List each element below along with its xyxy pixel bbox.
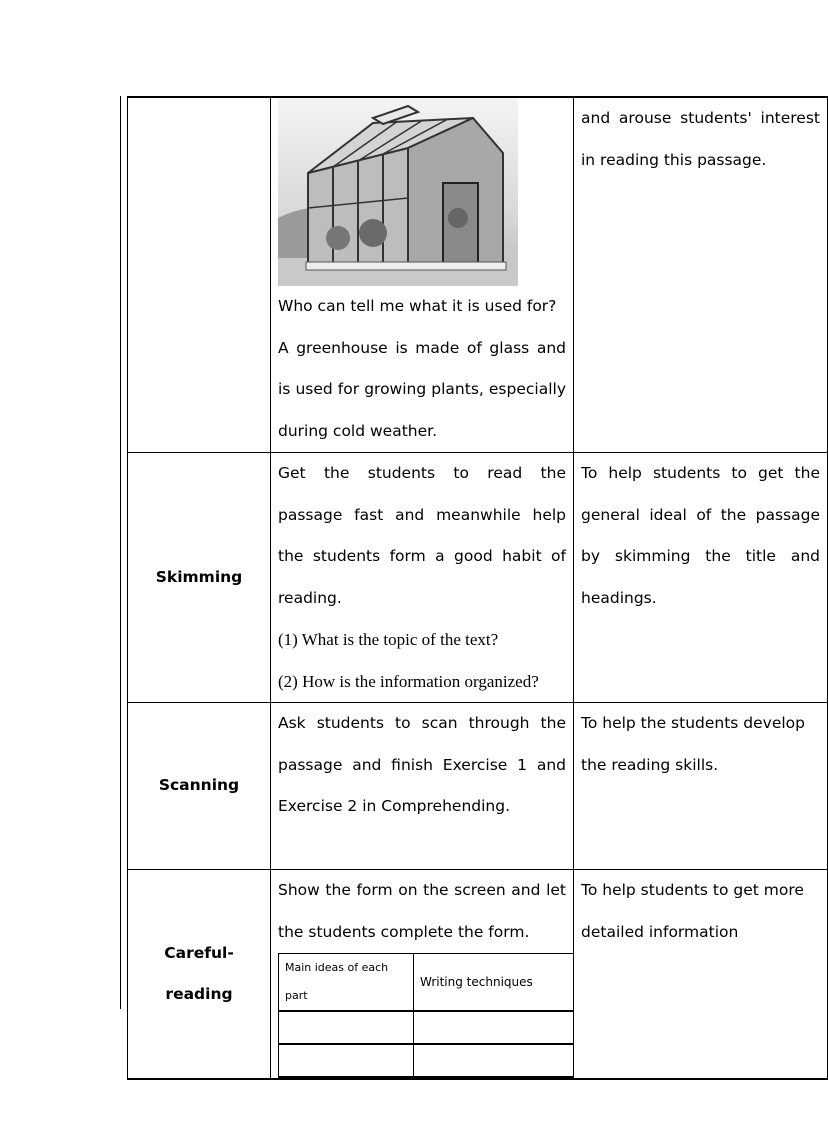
form-header-writing-techniques: Writing techniques (414, 954, 574, 1012)
form-cell (414, 1044, 574, 1077)
skimming-question-1: (1) What is the topic of the text? (278, 630, 499, 649)
stage-cell-careful-reading: Careful-reading (128, 870, 271, 1080)
lesson-plan-table (127, 96, 828, 1080)
form-cell (279, 1011, 414, 1044)
stage-cell-skimming: Skimming (128, 453, 271, 703)
intro-answer: A greenhouse is made of glass and is used for growing plants, especially during cold weather. (278, 338, 566, 440)
activity-cell-skimming (271, 453, 574, 703)
table-row-scanning (128, 703, 828, 870)
activity-cell-intro (271, 97, 574, 453)
table-outer-border (120, 96, 121, 1009)
form-header-main-ideas: Main ideas of each part (279, 954, 414, 1012)
form-cell (414, 1011, 574, 1044)
stage-cell-scanning: Scanning (128, 703, 271, 870)
purpose-cell-skimming: To help students to get the general ideal of the passage by skimming the title and headings. (574, 453, 828, 703)
purpose-cell-intro: and arouse students' interest in reading this passage. (574, 97, 828, 453)
form-cell (279, 1044, 414, 1077)
careful-reading-form (278, 953, 574, 1078)
table-row-intro (128, 97, 828, 453)
form-row (279, 1011, 574, 1044)
table-row-skimming (128, 453, 828, 703)
table-row-careful-reading (128, 870, 828, 1080)
form-header-row (279, 954, 574, 1012)
purpose-cell-scanning: To help the students develop the reading skills. (574, 703, 828, 870)
activity-cell-careful-reading (271, 870, 574, 1080)
skimming-instruction: Get the students to read the passage fast and meanwhile help the students form a good habit of reading. (278, 464, 566, 607)
stage-cell-intro (128, 97, 271, 453)
careful-reading-instruction: Show the form on the screen and let the students complete the form. (278, 881, 566, 941)
form-row (279, 1044, 574, 1077)
purpose-cell-careful-reading: To help students to get more detailed information (574, 870, 828, 1080)
activity-cell-scanning: Ask students to scan through the passage and finish Exercise 1 and Exercise 2 in Comprehending. (271, 703, 574, 870)
intro-question: Who can tell me what it is used for? (278, 297, 557, 315)
greenhouse-photo-icon (278, 98, 518, 286)
skimming-question-2: (2) How is the information organized? (278, 671, 539, 691)
